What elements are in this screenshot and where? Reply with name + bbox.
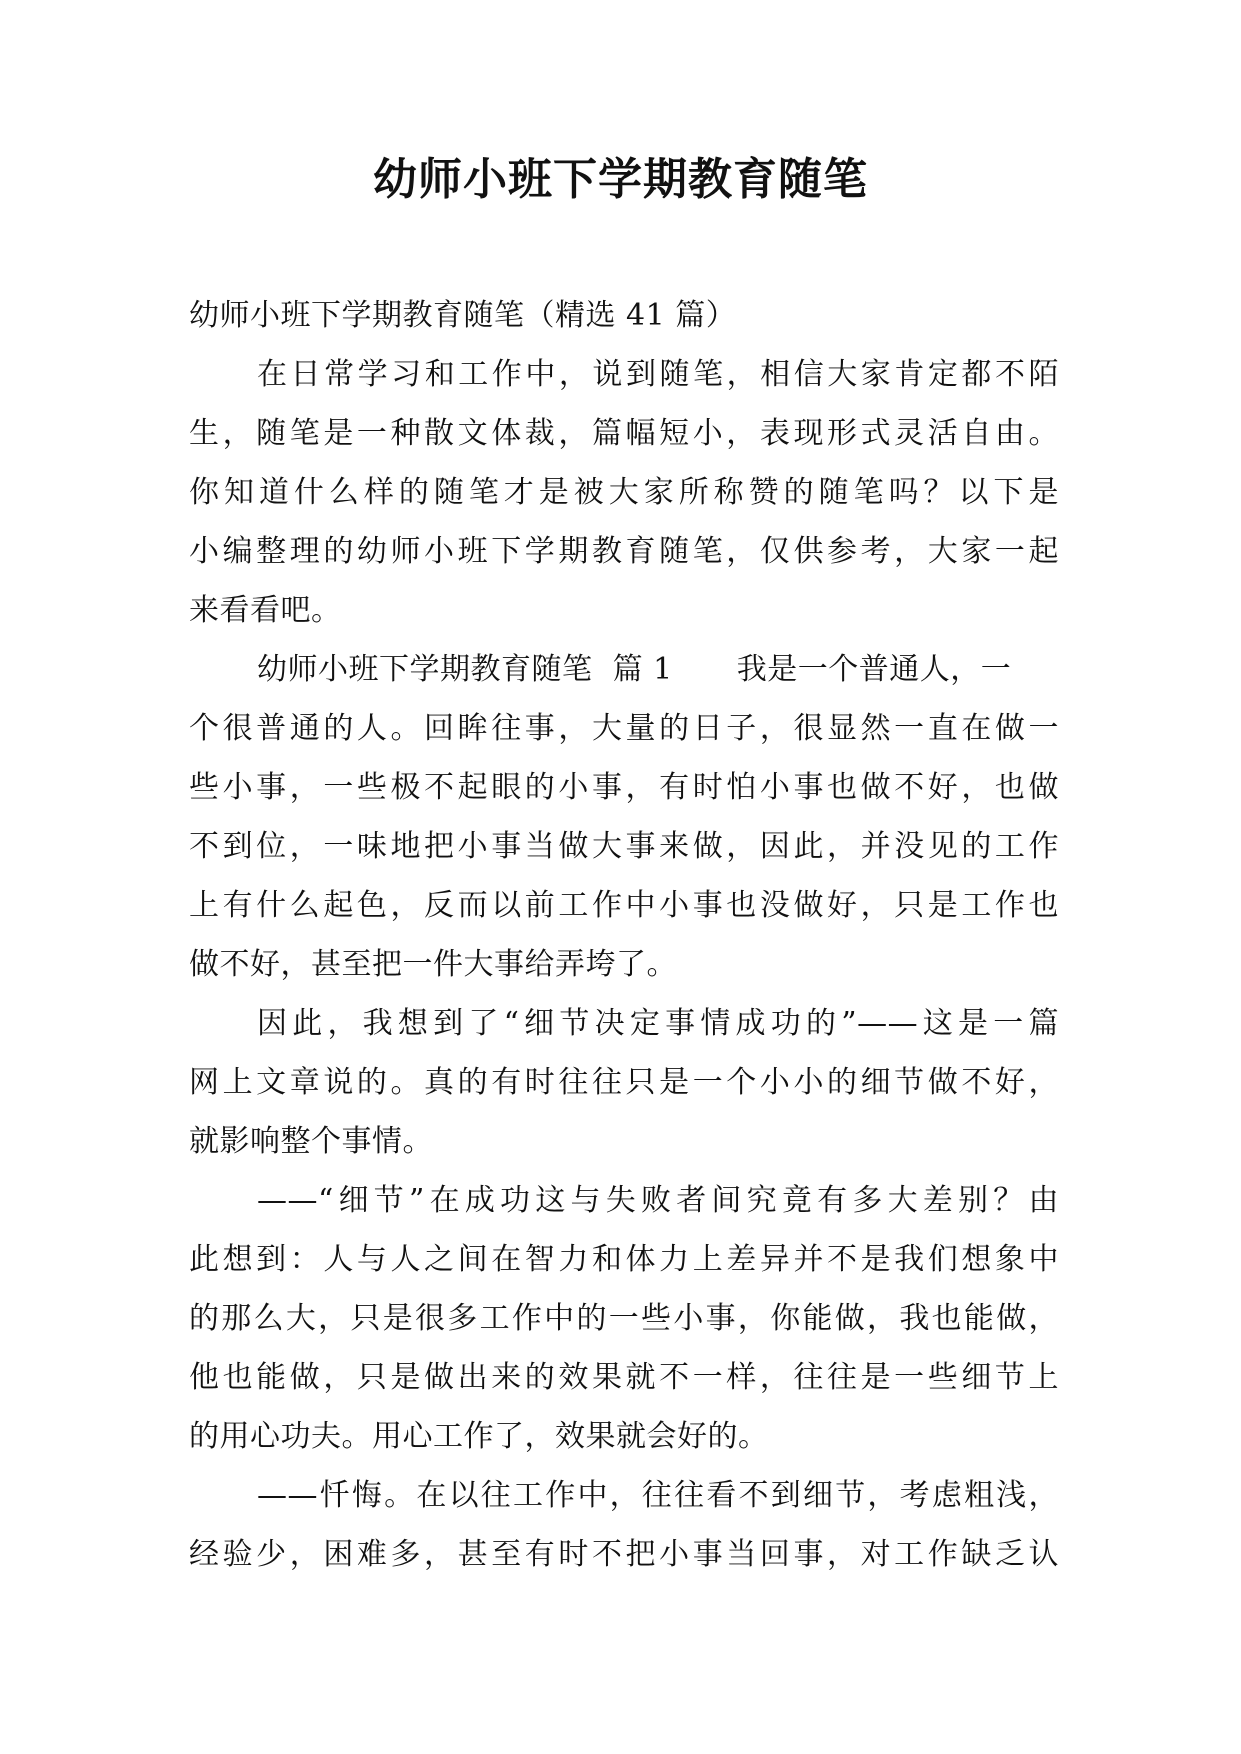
- paragraph-1-line-3: 你知道什么样的随笔才是被大家所称赞的随笔吗？以下是: [189, 475, 1059, 510]
- paragraph-2-line-1: [189, 640, 1059, 699]
- paragraph-1-line-2: 生，随笔是一种散文体裁，篇幅短小，表现形式灵活自由。: [189, 416, 1059, 451]
- paragraph-4-line-5: 的用心功夫。用心工作了，效果就会好的。: [189, 1419, 769, 1454]
- paragraph-1-line-5: 来看看吧。: [189, 593, 342, 628]
- paragraph-3-line-3: 就影响整个事情。: [189, 1124, 433, 1159]
- paragraph-1-line-1: 在日常学习和工作中，说到随笔，相信大家肯定都不陌: [257, 357, 1059, 392]
- section-heading: 幼师小班下学期教育随笔 篇 1: [257, 652, 673, 687]
- paragraph-2-line-6: 做不好，甚至把一件大事给弄垮了。: [189, 947, 677, 982]
- paragraph-1-line-4: 小编整理的幼师小班下学期教育随笔，仅供参考，大家一起: [189, 534, 1059, 569]
- paragraph-2-first-text: 我是一个普通人，一: [736, 652, 1012, 687]
- paragraph-2-line-3: 些小事，一些极不起眼的小事，有时怕小事也做不好，也做: [189, 770, 1059, 805]
- paragraph-3-line-2: 网上文章说的。真的有时往往只是一个小小的细节做不好，: [189, 1065, 1059, 1100]
- paragraph-4-line-2: 此想到：人与人之间在智力和体力上差异并不是我们想象中: [189, 1242, 1059, 1277]
- paragraph-5-line-1: ——忏悔。在以往工作中，往往看不到细节，考虑粗浅，: [257, 1478, 1059, 1513]
- document-title: 幼师小班下学期教育随笔: [373, 154, 868, 205]
- document-subtitle: 幼师小班下学期教育随笔（精选 41 篇）: [189, 298, 737, 333]
- paragraph-4-line-3: 的那么大，只是很多工作中的一些小事，你能做，我也能做，: [189, 1301, 1059, 1336]
- paragraph-3-line-1: 因此，我想到了“细节决定事情成功的”——这是一篇: [257, 1006, 1059, 1041]
- paragraph-2-line-4: 不到位，一味地把小事当做大事来做，因此，并没见的工作: [189, 829, 1059, 864]
- paragraph-5-line-2: 经验少，困难多，甚至有时不把小事当回事，对工作缺乏认: [189, 1537, 1059, 1572]
- document-body: [189, 286, 1059, 1584]
- paragraph-4-line-1: ——“细节”在成功这与失败者间究竟有多大差别？由: [257, 1183, 1059, 1218]
- paragraph-2-line-5: 上有什么起色，反而以前工作中小事也没做好，只是工作也: [189, 888, 1059, 923]
- paragraph-4-line-4: 他也能做，只是做出来的效果就不一样，往往是一些细节上: [189, 1360, 1059, 1395]
- paragraph-2-line-2: 个很普通的人。回眸往事，大量的日子，很显然一直在做一: [189, 711, 1059, 746]
